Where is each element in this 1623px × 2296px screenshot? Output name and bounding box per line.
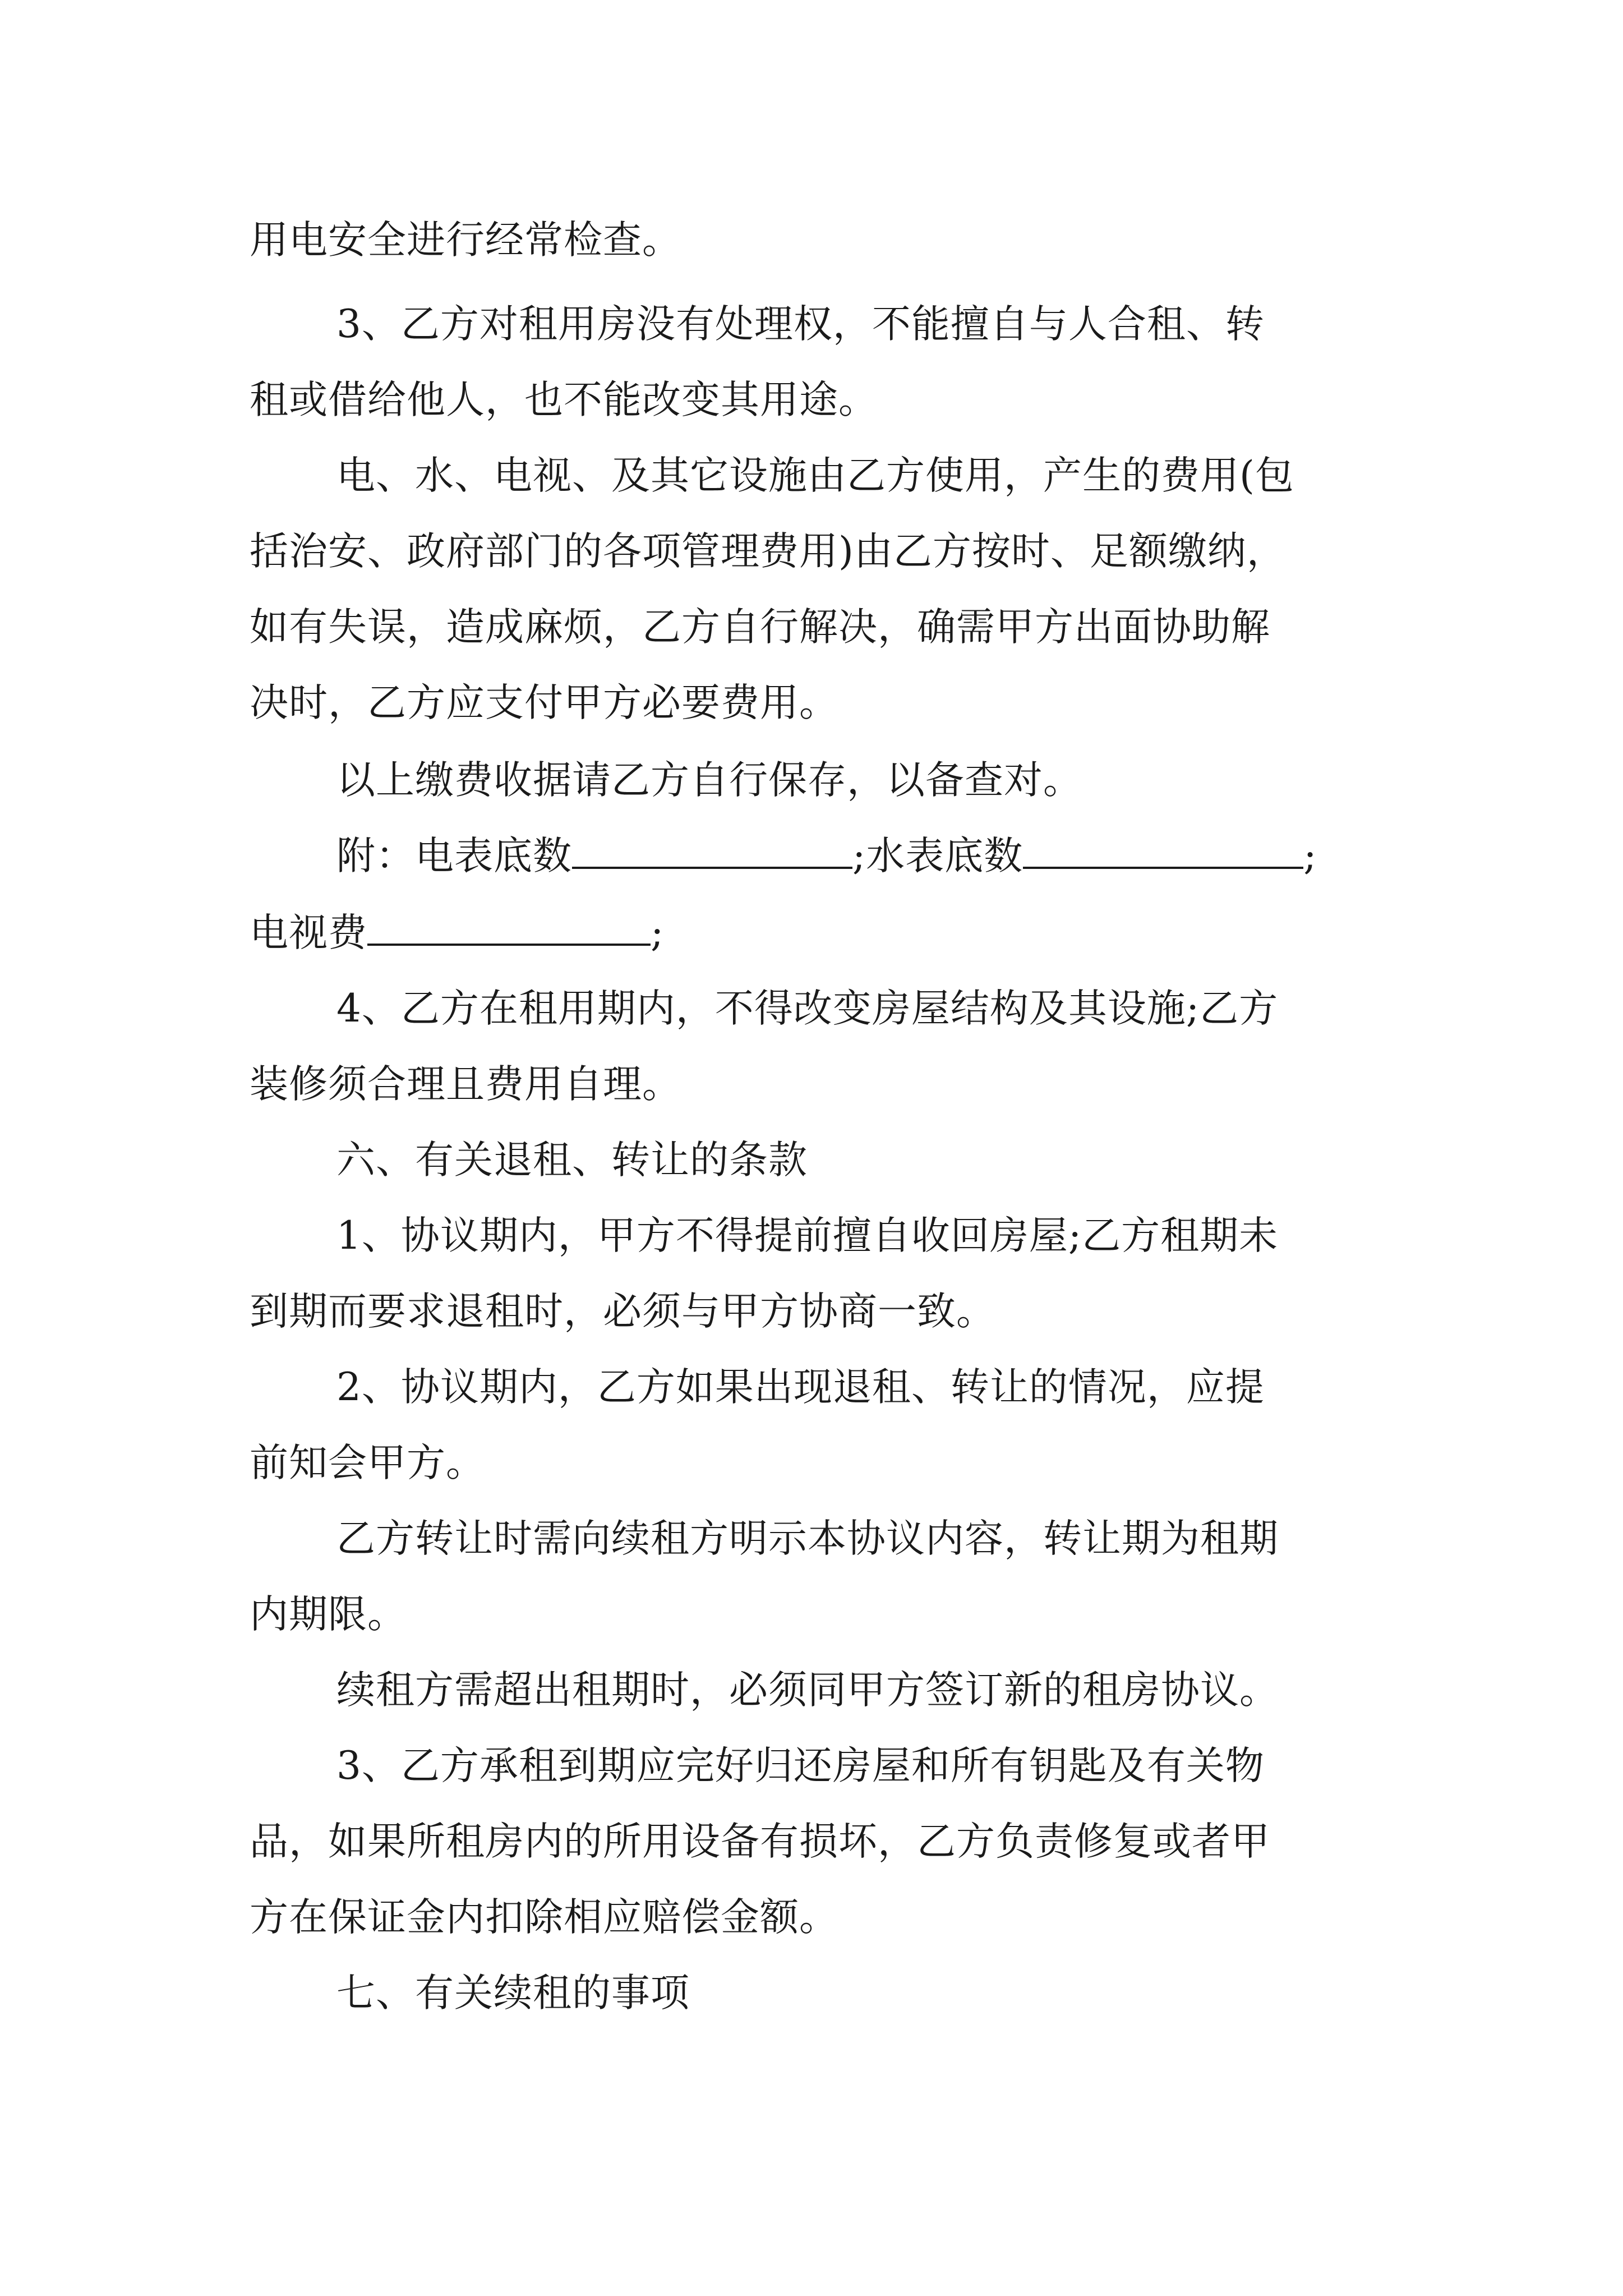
paragraph-line: 如有失误，造成麻烦，乙方自行解决，确需甲方出面协助解: [250, 605, 1270, 650]
paragraph-line: 4、乙方在租用期内，不得改变房屋结构及其设施;乙方: [336, 986, 1279, 1031]
meter-prefix: 附：电表底数: [336, 834, 572, 878]
tv-fee-blank: [367, 912, 651, 946]
section-heading: 七、有关续租的事项: [336, 1971, 690, 2016]
tv-fee-line: [250, 907, 1394, 959]
paragraph-line: 3、乙方承租到期应完好归还房屋和所有钥匙及有关物: [336, 1743, 1265, 1788]
paragraph-line: 决时，乙方应支付甲方必要费用。: [250, 680, 838, 725]
paragraph-line: 续租方需超出租期时，必须同甲方签订新的租房协议。: [336, 1668, 1279, 1713]
meter-suffix: ;: [1303, 834, 1317, 878]
paragraph-line: 到期而要求退租时，必须与甲方协商一致。: [250, 1289, 995, 1334]
paragraph-line: 以上缴费收据请乙方自行保存，以备查对。: [336, 758, 1082, 803]
meter-middle: ;水表底数: [852, 834, 1023, 878]
paragraph-line: 2、协议期内，乙方如果出现退租、转让的情况，应提: [336, 1365, 1265, 1410]
paragraph-line: 乙方转让时需向续租方明示本协议内容，转让期为租期: [336, 1516, 1279, 1561]
meter-readings-line: [336, 830, 1481, 882]
water-meter-blank: [1023, 835, 1303, 869]
tv-fee-suffix: ;: [651, 910, 665, 955]
paragraph-line: 1、协议期内，甲方不得提前擅自收回房屋;乙方租期未: [336, 1213, 1279, 1258]
paragraph-line: 装修须合理且费用自理。: [250, 1062, 681, 1107]
paragraph-line: 前知会甲方。: [250, 1441, 485, 1485]
paragraph-line: 电、水、电视、及其它设施由乙方使用，产生的费用(包: [336, 453, 1294, 498]
paragraph-line: 括治安、政府部门的各项管理费用)由乙方按时、足额缴纳，: [250, 529, 1286, 574]
paragraph-line: 租或借给他人，也不能改变其用途。: [250, 378, 878, 422]
paragraph-line: 用电安全进行经常检查。: [250, 218, 681, 263]
electric-meter-blank: [572, 835, 852, 869]
section-heading: 六、有关退租、转让的条款: [336, 1138, 808, 1182]
paragraph-line: 方在保证金内扣除相应赔偿金额。: [250, 1895, 838, 1940]
tv-fee-prefix: 电视费: [250, 910, 367, 955]
paragraph-line: 内期限。: [250, 1592, 407, 1637]
paragraph-line: 3、乙方对租用房没有处理权，不能擅自与人合租、转: [336, 302, 1265, 347]
paragraph-line: 品，如果所租房内的所用设备有损坏，乙方负责修复或者甲: [250, 1819, 1270, 1864]
